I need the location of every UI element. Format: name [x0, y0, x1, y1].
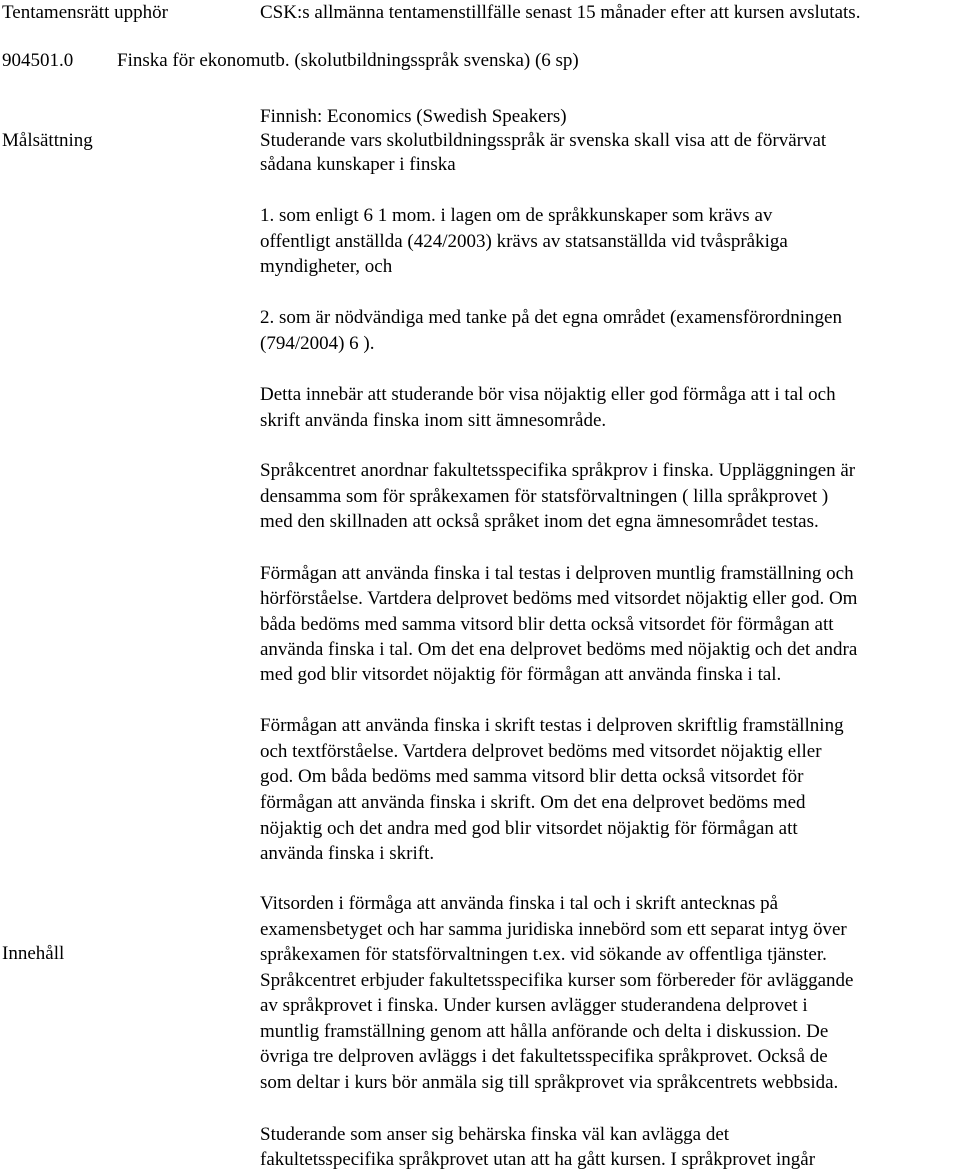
content-p2-line: hörförståelse. Vartdera delprovet bedöms med vitsordet nöjaktig eller god. Om	[260, 588, 858, 609]
content-p3-line: använda finska i skrift.	[260, 843, 435, 864]
content-p4-line: Språkcentret erbjuder fakultetsspecifika kurser som förbereder för avläggande	[260, 970, 854, 991]
course-title: Finska för ekonomutb. (skolutbildningsspråk svenska) (6 sp)	[117, 50, 579, 71]
goals-para-line: skrift använda finska inom sitt ämnesområde.	[260, 410, 607, 431]
content-p4-line: examensbetyget och har samma juridiska innebörd som ett separat intyg över	[260, 919, 847, 940]
content-p1-line: med den skillnaden att också språket inom det egna ämnesområdet testas.	[260, 511, 819, 532]
content-p4-line: övriga tre delproven avläggs i det fakultetsspecifika språkprovet. Också de	[260, 1046, 828, 1067]
content-p2-line: Förmågan att använda finska i tal testas i delproven muntlig framställning och	[260, 563, 854, 584]
content-p1-line: densamma som för språkexamen för statsförvaltningen ( lilla språkprovet )	[260, 486, 829, 507]
content-p5-line: fakultetsspecifika språkprovet utan att ha gått kursen. I språkprovet ingår	[260, 1149, 816, 1170]
content-p3-line: och textförståelse. Vartdera delprovet bedöms med vitsordet nöjaktig eller	[260, 741, 822, 762]
goals-item1-line: 1. som enligt 6 1 mom. i lagen om de språkkunskaper som krävs av	[260, 205, 773, 226]
content-p1-line: Språkcentret anordnar fakultetsspecifika språkprov i finska. Uppläggningen är	[260, 460, 856, 481]
goals-item1-line: myndigheter, och	[260, 256, 393, 277]
content-p2-line: båda bedöms med samma vitsord blir detta också vitsordet för förmågan att	[260, 614, 834, 635]
content-p4-line: muntlig framställning genom att hålla anförande och delta i diskussion. De	[260, 1021, 829, 1042]
content-p4-line: språkexamen för statsförvaltningen t.ex. vid sökande av offentliga tjänster.	[260, 944, 827, 965]
content-p3-line: Förmågan att använda finska i skrift testas i delproven skriftlig framställning	[260, 715, 844, 736]
exam-rights-value: CSK:s allmänna tentamenstillfälle senast 15 månader efter att kursen avslutats.	[260, 2, 861, 23]
goals-item1-line: offentligt anställda (424/2003) krävs av statsanställda vid tvåspråkiga	[260, 231, 788, 252]
content-p3-line: god. Om båda bedöms med samma vitsord blir detta också vitsordet för	[260, 766, 804, 787]
exam-rights-label: Tentamensrätt upphör	[2, 2, 168, 23]
goals-item2-line: 2. som är nödvändiga med tanke på det egna området (examensförordningen	[260, 307, 842, 328]
content-p2-line: med god blir vitsordet nöjaktig för förmågan att använda finska i tal.	[260, 664, 782, 685]
goals-para-line: Detta innebär att studerande bör visa nöjaktig eller god förmåga att i tal och	[260, 384, 836, 405]
content-p2-line: använda finska i tal. Om det ena delprovet bedöms med nöjaktig och det andra	[260, 639, 858, 660]
content-label: Innehåll	[2, 943, 65, 964]
content-p3-line: nöjaktig och det andra med god blir vitsordet nöjaktig för förmågan att	[260, 818, 798, 839]
content-p3-line: förmågan att använda finska i skrift. Om det ena delprovet bedöms med	[260, 792, 806, 813]
content-p4-line: av språkprovet i finska. Under kursen avlägger studerandena delprovet i	[260, 995, 808, 1016]
goals-item2-line: (794/2004) 6 ).	[260, 333, 375, 354]
goals-line: Finnish: Economics (Swedish Speakers)	[260, 106, 567, 127]
content-p5-line: Studerande som anser sig behärska finska väl kan avlägga det	[260, 1124, 730, 1145]
course-code: 904501.0	[2, 50, 74, 71]
content-p4-line: som deltar i kurs bör anmäla sig till språkprovet via språkcentrets webbsida.	[260, 1072, 839, 1093]
content-p4-line: Vitsorden i förmåga att använda finska i tal och i skrift antecknas på	[260, 893, 779, 914]
goals-line: Studerande vars skolutbildningsspråk är svenska skall visa att de förvärvat	[260, 130, 827, 151]
goals-label: Målsättning	[2, 130, 93, 151]
goals-line: sådana kunskaper i finska	[260, 154, 456, 175]
